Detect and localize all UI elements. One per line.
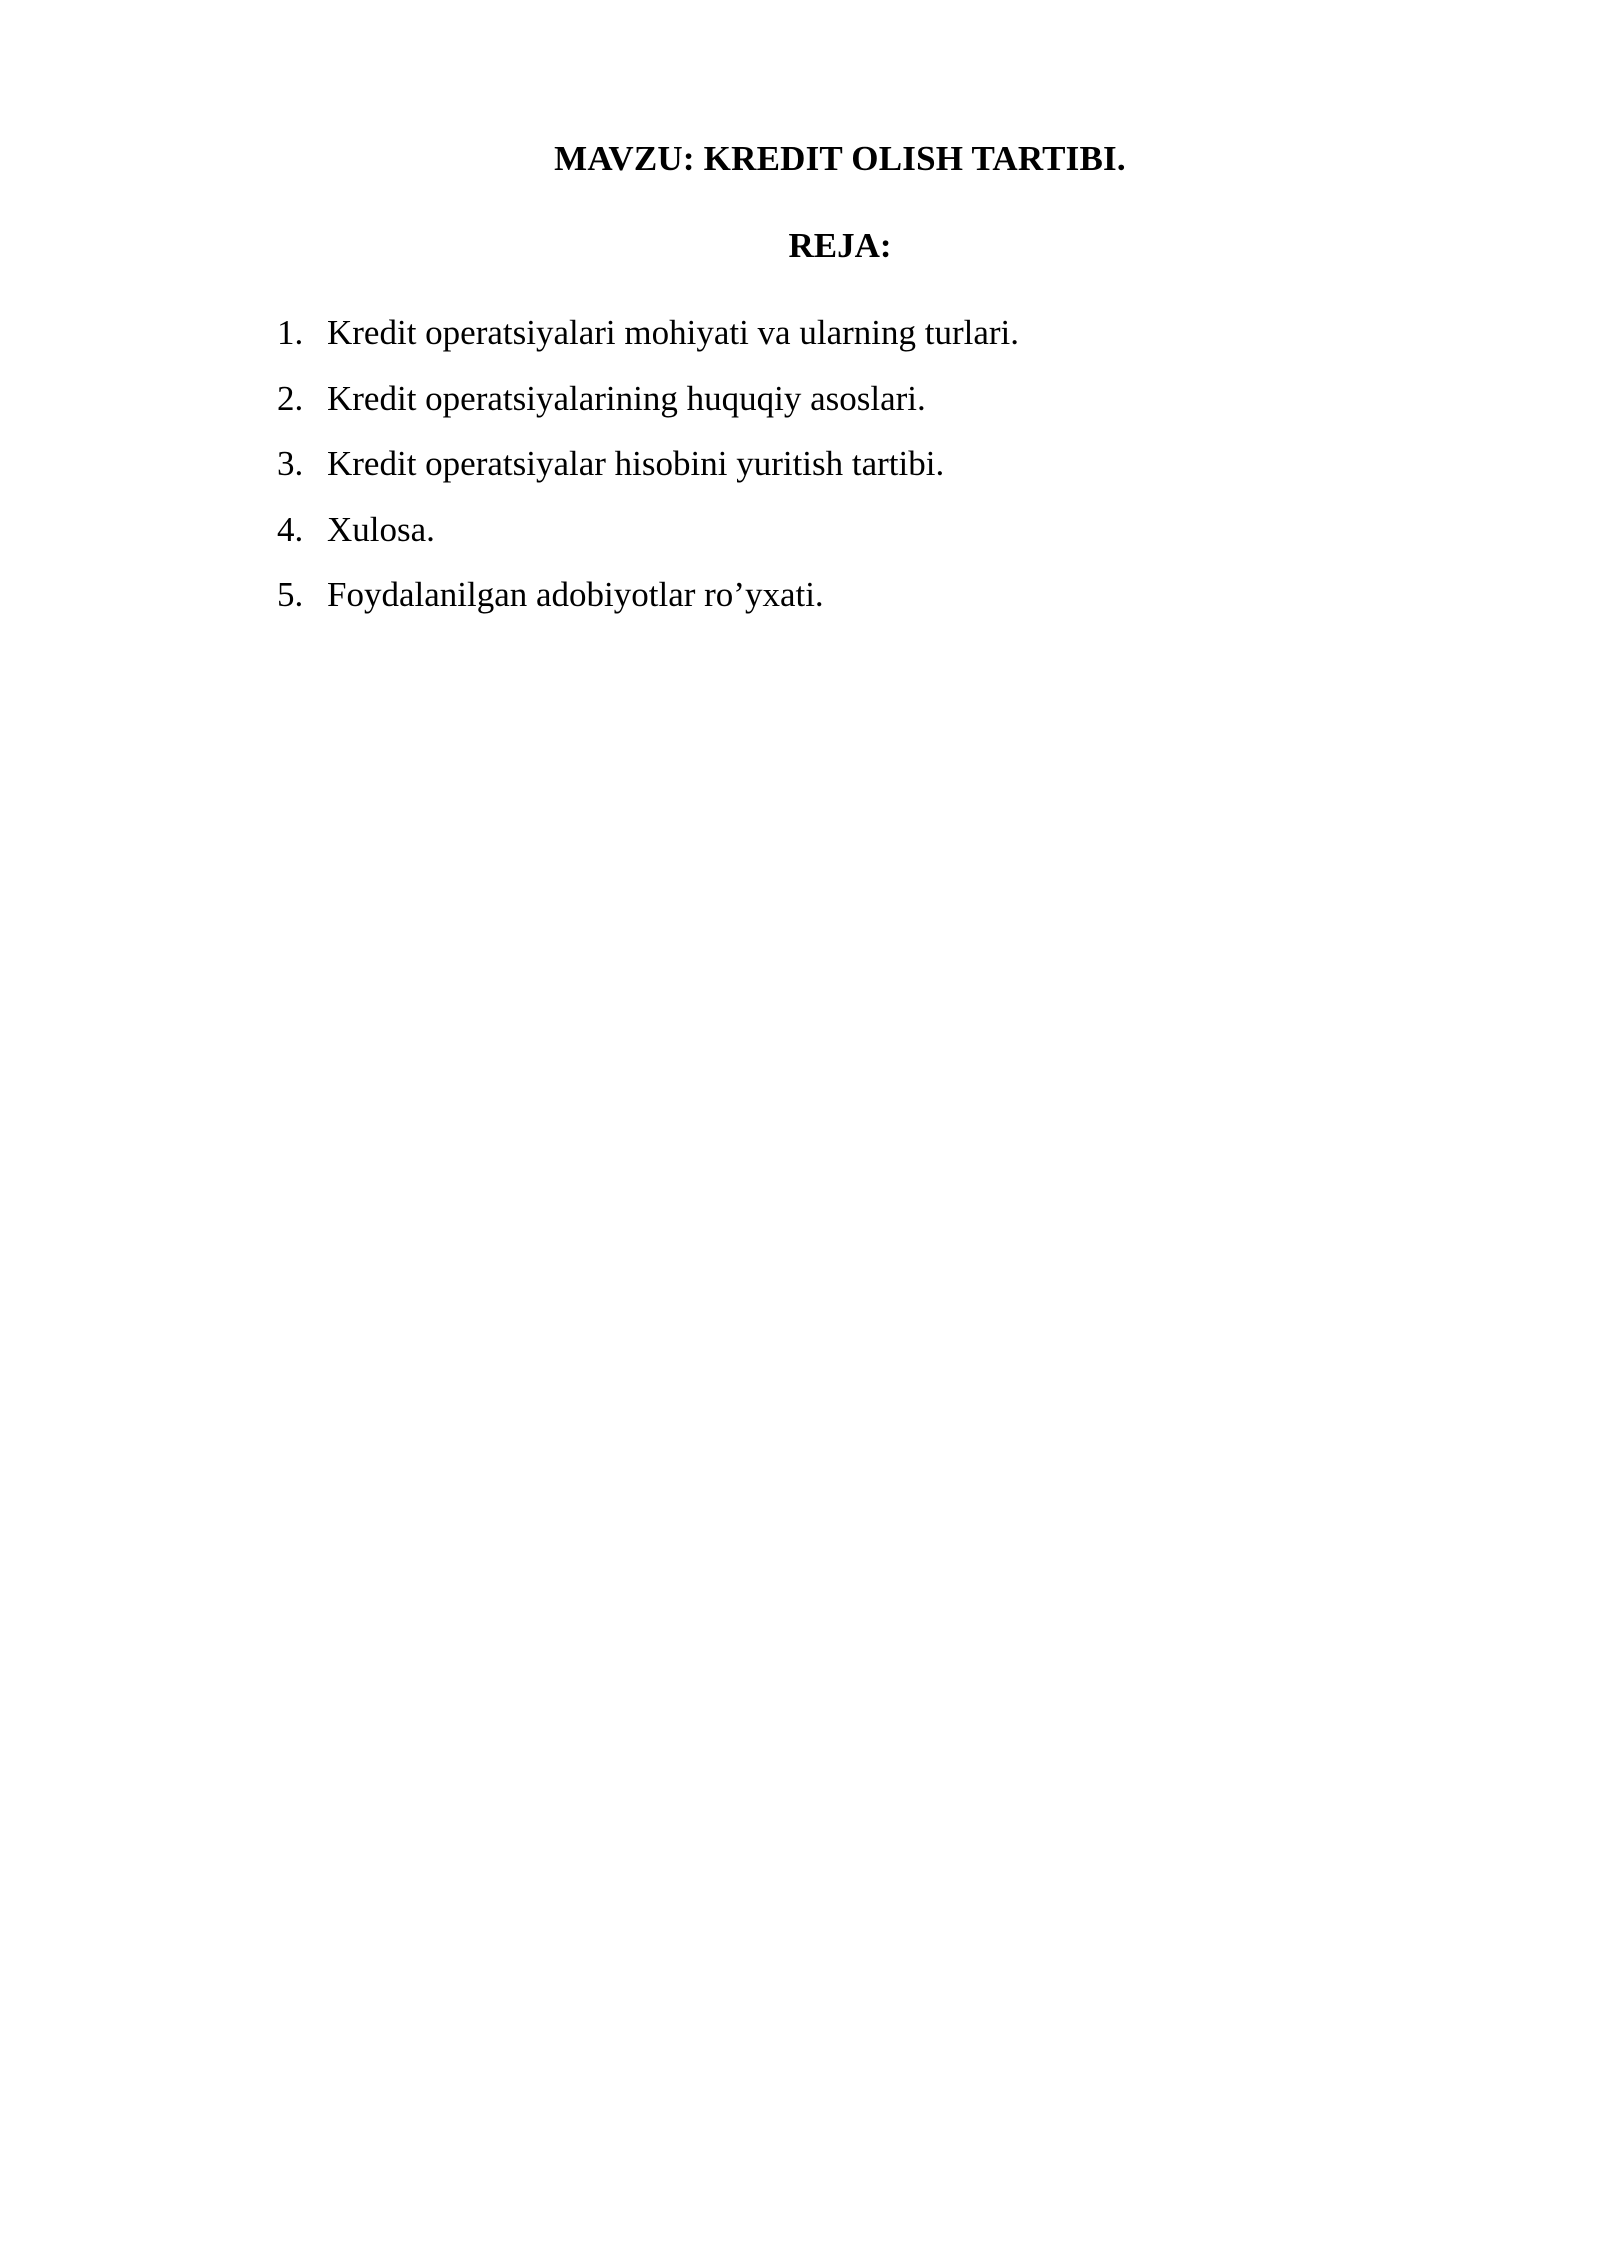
plan-item-text: Kredit operatsiyalarining huquqiy asoslari. — [327, 378, 926, 418]
plan-item-text: Foydalanilgan adobiyotlar ro’yxati. — [327, 575, 824, 614]
plan-item-text: Kredit operatsiyalar hisobini yuritish tartibi. — [327, 444, 945, 483]
plan-item-number: 2. — [277, 378, 304, 418]
plan-item — [277, 312, 1019, 378]
plan-heading: REJA: — [788, 226, 892, 265]
plan-item-text: Xulosa. — [327, 509, 435, 549]
plan-item-number: 5. — [277, 575, 304, 614]
plan-list — [277, 312, 1019, 640]
document-title: MAVZU: KREDIT OLISH TARTIBI. — [554, 139, 1126, 178]
plan-item — [277, 443, 1019, 509]
plan-item — [277, 509, 1019, 575]
plan-item-number: 3. — [277, 444, 304, 483]
plan-item-number: 1. — [277, 313, 304, 352]
plan-item — [277, 574, 1019, 640]
plan-item — [277, 378, 1019, 444]
plan-item-text: Kredit operatsiyalari mohiyati va ularning turlari. — [327, 313, 1020, 352]
plan-item-number: 4. — [277, 509, 304, 549]
